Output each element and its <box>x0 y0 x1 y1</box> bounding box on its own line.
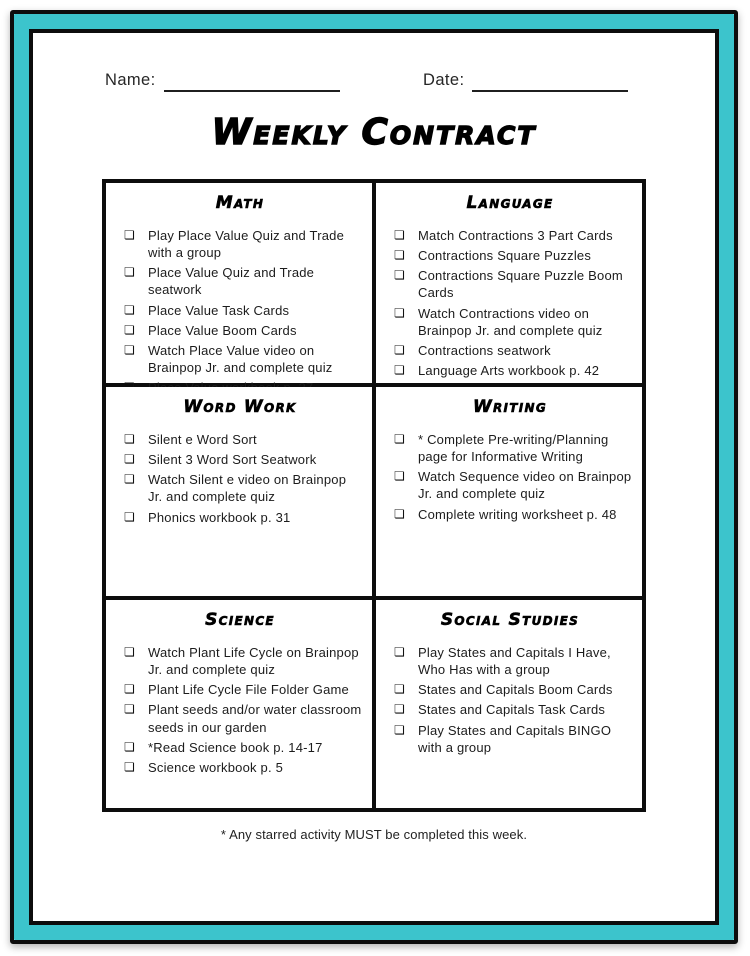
checkbox-icon: ❏ <box>124 759 135 774</box>
checklist-language <box>386 227 634 379</box>
checklist-item <box>394 431 634 465</box>
checklist-item <box>394 267 634 301</box>
checkbox-icon: ❏ <box>394 682 405 697</box>
checklist-item <box>124 701 364 735</box>
checklist-item-label: Place Value Quiz and Trade seatwork <box>148 265 315 298</box>
checklist-item-label: *Read Science book p. 14-17 <box>148 739 323 755</box>
checklist-item-label: Watch Plant Life Cycle on Brainpop Jr. and complete quiz <box>148 645 359 678</box>
checklist-item <box>394 362 634 379</box>
table-cell-language <box>376 183 642 383</box>
checkbox-icon: ❏ <box>124 228 135 242</box>
page-title: Weekly Contract <box>211 112 537 153</box>
checkbox-icon: ❏ <box>124 432 135 446</box>
table-cell-math <box>106 183 372 383</box>
checkbox-icon: ❏ <box>124 472 135 487</box>
checklist-item <box>124 644 364 678</box>
checklist-social-studies <box>386 644 634 756</box>
checklist-item-label: Contractions Square Puzzles <box>418 248 592 264</box>
checkbox-icon: ❏ <box>124 509 135 524</box>
section-title-math: Math <box>215 193 265 213</box>
date-field-label: Date: <box>423 71 465 89</box>
checkbox-icon: ❏ <box>124 302 135 317</box>
checklist-item-label: Match Contractions 3 Part Cards <box>418 228 613 243</box>
checklist-item <box>394 305 634 339</box>
footer-note: * Any starred activity MUST be completed this week. <box>220 827 528 842</box>
checkbox-icon: ❏ <box>124 702 135 717</box>
page-frame <box>10 10 738 944</box>
name-field-label: Name: <box>105 71 156 89</box>
checklist-word-work <box>116 431 364 526</box>
checklist-item <box>394 468 634 502</box>
checkbox-icon: ❏ <box>124 452 135 467</box>
checklist-item <box>394 227 634 244</box>
checklist-item-label: Plant seeds and/or water classroom seeds in our garden <box>148 702 362 735</box>
date-blank-line <box>472 74 628 92</box>
teal-border <box>14 14 734 940</box>
checklist-item-label: Plant Life Cycle File Folder Game <box>148 682 349 698</box>
checklist-item <box>394 644 634 678</box>
table-cell-word-work <box>106 387 372 596</box>
checkbox-icon: ❏ <box>124 342 135 357</box>
date-field <box>423 71 628 92</box>
checklist-math <box>116 227 364 396</box>
checklist-item-label: Silent e Word Sort <box>148 432 257 447</box>
checklist-item <box>394 247 634 264</box>
checklist-item <box>394 681 634 698</box>
contract-table <box>102 179 646 812</box>
checklist-item-label: Complete writing worksheet p. 48 <box>418 506 617 522</box>
name-field <box>105 71 340 92</box>
section-title-language: Language <box>466 193 554 213</box>
checklist-item-label: Play States and Capitals I Have, Who Has with a group <box>418 645 611 678</box>
checkbox-icon: ❏ <box>124 645 135 659</box>
checklist-item-label: Contractions Square Puzzle Boom Cards <box>418 268 623 301</box>
checklist-item-label: * Complete Pre-writing/Planning page for Informative Writing <box>418 432 609 465</box>
checklist-science <box>116 644 364 776</box>
checklist-item <box>394 722 634 756</box>
section-title-science: Science <box>205 610 275 630</box>
checklist-item-label: Phonics workbook p. 31 <box>148 509 291 525</box>
checkbox-icon: ❏ <box>394 722 405 737</box>
checkbox-icon: ❏ <box>394 305 405 320</box>
checklist-item-label: Place Value Task Cards <box>148 302 290 318</box>
checklist-item <box>124 227 364 261</box>
checklist-writing <box>386 431 634 523</box>
checkbox-icon: ❏ <box>394 248 405 263</box>
checklist-item <box>124 322 364 339</box>
checklist-item-label: Watch Place Value video on Brainpop Jr. and complete quiz <box>148 342 333 376</box>
checklist-item <box>124 681 364 698</box>
checklist-item <box>394 342 634 359</box>
checklist-item-label: States and Capitals Boom Cards <box>418 682 613 698</box>
checklist-item <box>394 701 634 718</box>
checkbox-icon: ❏ <box>394 342 405 357</box>
checklist-item <box>124 302 364 319</box>
worksheet-page <box>29 29 719 925</box>
checkbox-icon: ❏ <box>394 268 405 283</box>
checklist-item-label: Language Arts workbook p. 42 <box>418 363 600 379</box>
table-cell-writing <box>376 387 642 596</box>
checklist-item <box>124 759 364 776</box>
checklist-item-label: Place Value Boom Cards <box>148 322 297 338</box>
section-title-social-studies: Social Studies <box>440 610 580 630</box>
checkbox-icon: ❏ <box>124 682 135 697</box>
checkbox-icon: ❏ <box>124 265 135 280</box>
checkbox-icon: ❏ <box>394 506 405 521</box>
checklist-item <box>124 431 364 448</box>
checkbox-icon: ❏ <box>124 739 135 754</box>
checklist-item <box>124 451 364 468</box>
name-blank-line <box>164 74 340 92</box>
checkbox-icon: ❏ <box>394 469 405 484</box>
checkbox-icon: ❏ <box>394 228 405 242</box>
checkbox-icon: ❏ <box>394 645 405 659</box>
checklist-item <box>124 264 364 298</box>
section-title-word-work: Word Work <box>183 397 297 417</box>
checklist-item <box>124 509 364 526</box>
checkbox-icon: ❏ <box>394 363 405 378</box>
checklist-item-label: Watch Contractions video on Brainpop Jr. and complete quiz <box>418 305 603 338</box>
checklist-item-label: Watch Silent e video on Brainpop Jr. and complete quiz <box>148 472 347 505</box>
section-title-writing: Writing <box>472 397 548 417</box>
checklist-item-label: States and Capitals Task Cards <box>418 702 606 718</box>
checklist-item-label: Contractions seatwork <box>418 342 551 358</box>
checklist-item-label: Watch Sequence video on Brainpop Jr. and complete quiz <box>418 469 632 502</box>
checklist-item-label: Play States and Capitals BINGO with a group <box>418 722 612 755</box>
checklist-item <box>124 471 364 505</box>
checklist-item <box>394 506 634 523</box>
checklist-item <box>124 342 364 376</box>
table-cell-social-studies <box>376 600 642 808</box>
checkbox-icon: ❏ <box>394 432 405 446</box>
checklist-item <box>124 739 364 756</box>
table-cell-science <box>106 600 372 808</box>
checklist-item-label: Play Place Value Quiz and Trade with a group <box>148 228 345 261</box>
checklist-item-label: Science workbook p. 5 <box>148 759 283 775</box>
checkbox-icon: ❏ <box>394 702 405 717</box>
checklist-item-label: Silent 3 Word Sort Seatwork <box>148 452 317 468</box>
checkbox-icon: ❏ <box>124 322 135 337</box>
header-row <box>105 71 628 92</box>
